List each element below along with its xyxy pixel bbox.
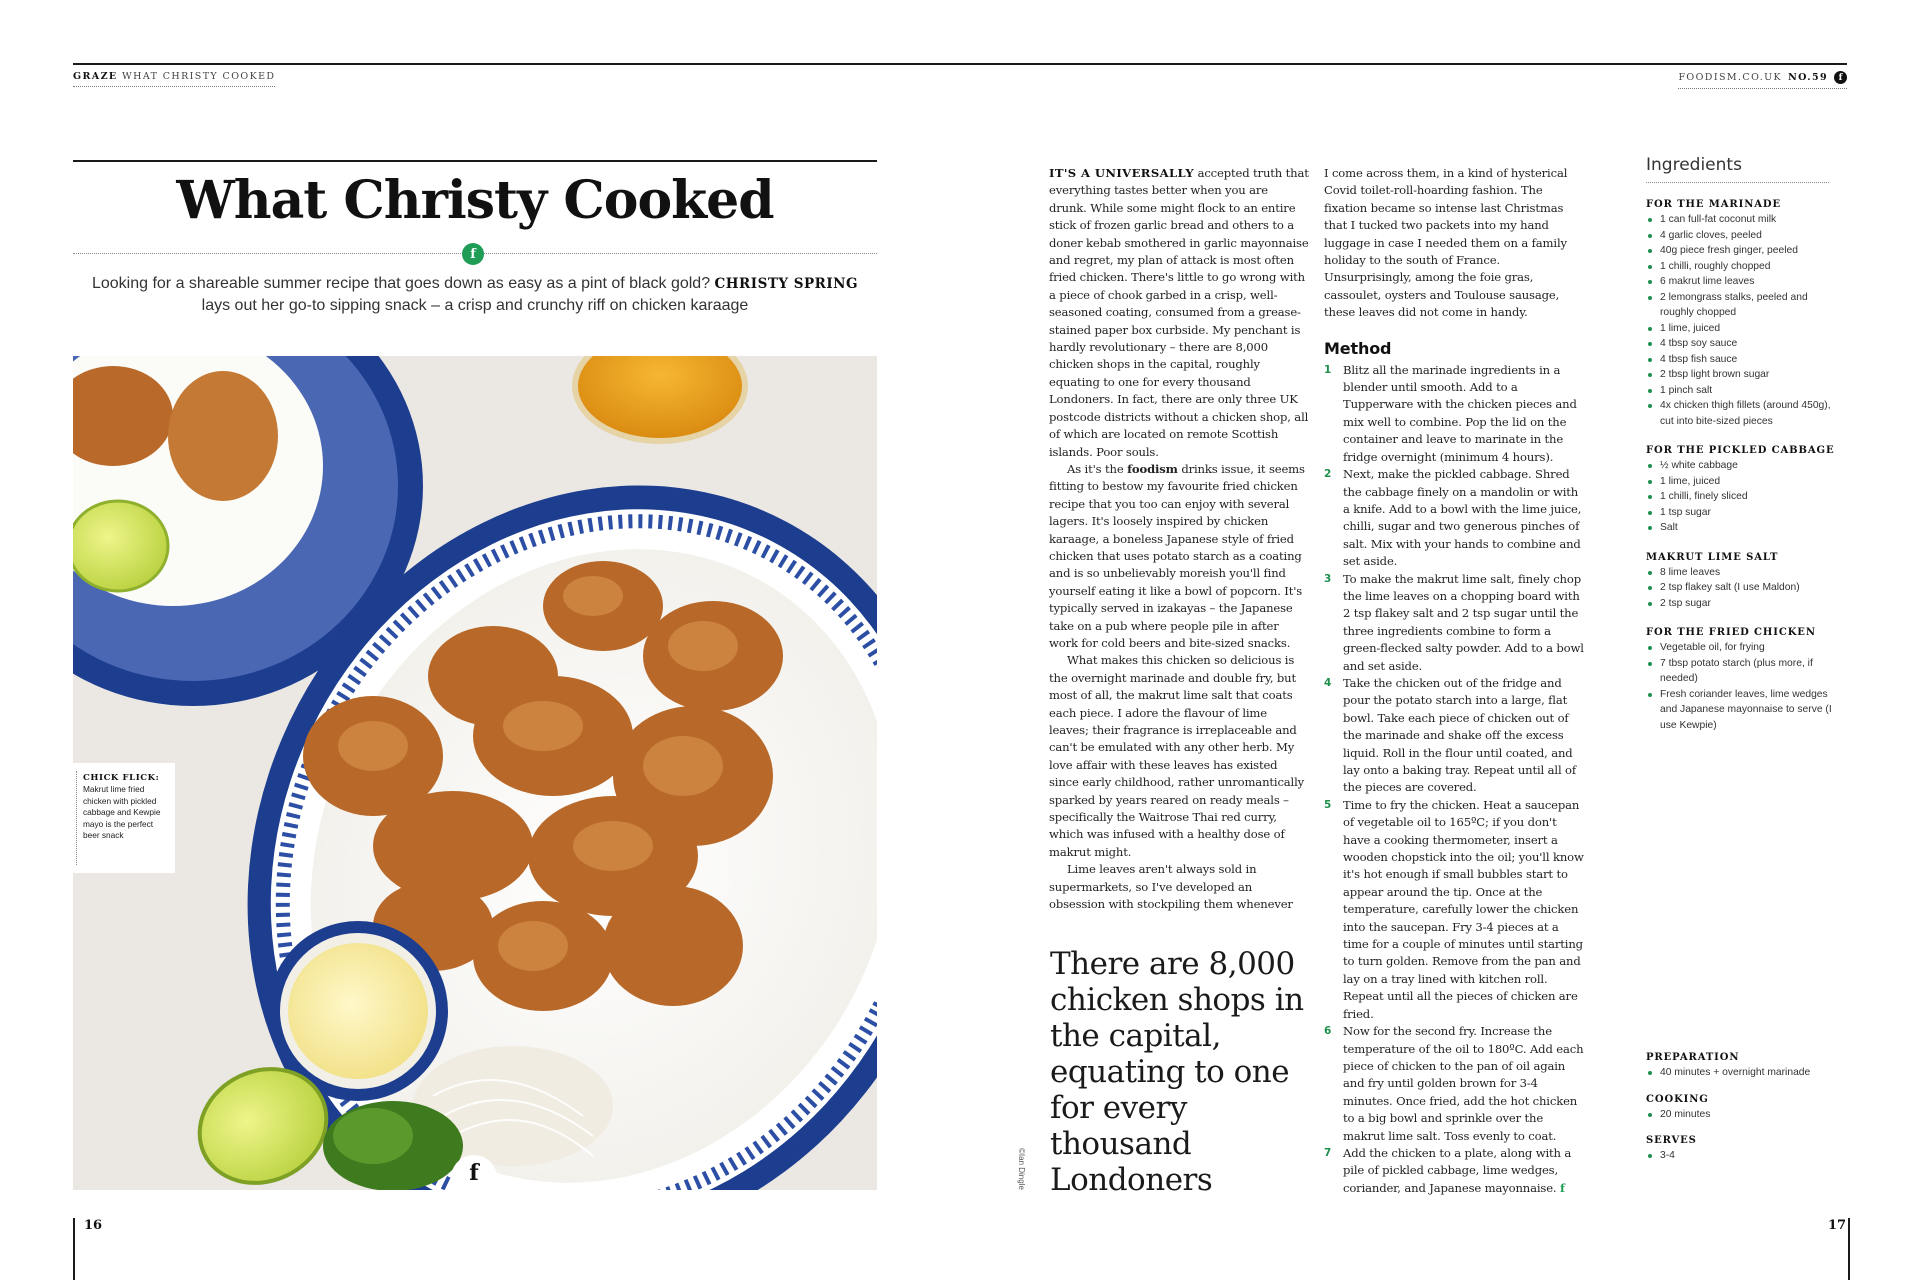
ingredient-group-fried-chicken (1646, 627, 1836, 733)
ingredient-item: 8 lime leaves (1646, 565, 1836, 581)
meta-value: 3-4 (1646, 1148, 1836, 1164)
meta-value: 40 minutes + overnight marinade (1646, 1065, 1836, 1081)
method-step: 2 Next, make the pickled cabbage. Shred the cabbage finely on a mandolin or with a knife. Add to a bowl with the lime juice, chilli, sugar and two generous pinches of salt. Mix with your hands to combine and set aside. (1324, 467, 1582, 569)
step-number: 3 (1324, 572, 1332, 585)
body-column-1 (1049, 165, 1309, 913)
group-heading: FOR THE MARINADE (1646, 199, 1782, 210)
meta-serves (1646, 1135, 1836, 1164)
body-paragraph: I come across them, in a kind of hysterical Covid toilet-roll-hoarding fashion. The fixation became so intense last Christmas that I tucked two packets into my hand luggage in case I needed them on a family holiday to the south of France. Unsurprisingly, among the foie gras, cassoulet, oysters and Toulouse sausage, these leaves did not come in handy. (1324, 166, 1568, 320)
body-paragraph: As it's the foodism drinks issue, it seems fitting to bestow my favourite fried chicken recipe that you too can enjoy with several lagers. It's loosely inspired by chicken karaage, a boneless Japanese style of fried chicken that uses potato starch as a coating and is so unbelievably moreish you'll find yourself eating it like a bowl of popcorn. It's typically served in izakayas – the Japanese take on a pub where people pile in after work for cold beers and bite-sized snacks. (1049, 461, 1305, 650)
fried-chicken-photo-illustration (73, 356, 877, 1190)
body-paragraph: Lime leaves aren't always sold in supermarkets, so I've developed an obsession with stockpiling them whenever (1049, 862, 1293, 912)
method-step: 5 Time to fry the chicken. Heat a saucepan of vegetable oil to 165ºC; if you don't have a cooking thermometer, insert a wooden chopstick into the oil; you'll know it's hot enough if small bubbles start to appear around the tip. Once at the temperature, carefully lower the chicken into the saucepan. Fry 3-4 pieces at a time for a couple of minutes until starting to turn golden. Remove from the pan and lay on a tray lined with kitchen roll. Repeat until all the pieces of chicken are fried. (1324, 797, 1584, 1021)
foodism-badge-icon: f (462, 243, 484, 265)
method-step: 3 To make the makrut lime salt, finely chop the lime leaves on a chopping board with 2 tsp flakey salt and 2 tsp sugar until the three ingredients combine to form a green-flecked salty powder. Add to a bowl and set aside. (1324, 571, 1584, 673)
photo-credit: ©Ian Dingle (1017, 1148, 1026, 1190)
ingredient-item: 1 pinch salt (1646, 383, 1836, 399)
brand-mention: foodism (1127, 461, 1178, 476)
step-number: 2 (1324, 468, 1332, 481)
body-column-2 (1324, 165, 1586, 1197)
foodism-logo-icon: f (1834, 71, 1847, 84)
ingredient-item: ½ white cabbage (1646, 458, 1836, 474)
body-paragraph: What makes this chicken so delicious is the overnight marinade and double fry, but most of all, the makrut lime salt that coats each piece. I adore the flavour of lime leaves; their fragrance is irreplaceable and can't be emulated with any other herb. My love affair with these leaves has existed since early childhood, rather unromantically sparked by years reared on ready meals – specifically the Waitrose Thai red curry, which was infused with a healthy dose of makrut might. (1049, 653, 1305, 859)
meta-value: 20 minutes (1646, 1107, 1836, 1123)
ingredient-item: 2 tsp flakey salt (I use Maldon) (1646, 580, 1836, 596)
recipe-meta (1646, 1052, 1836, 1164)
page-number-right: 17 (1828, 1218, 1847, 1233)
step-number: 6 (1324, 1025, 1332, 1038)
ingredient-group-marinade (1646, 199, 1836, 429)
step-number: 1 (1324, 363, 1332, 376)
step-number: 7 (1324, 1146, 1332, 1159)
meta-cooking (1646, 1094, 1836, 1123)
standfirst: Looking for a shareable summer recipe that goes down as easy as a pint of black gold? CHRISTY SPRING lays out her go-to sipping snack – a crisp and crunchy riff on chicken karaage (91, 275, 859, 314)
ingredient-item: 2 tsp sugar (1646, 596, 1836, 612)
caption-text: Makrut lime fried chicken with pickled cabbage and Kewpie mayo is the perfect beer snack (83, 784, 161, 840)
running-head-left (73, 71, 275, 87)
meta-heading: PREPARATION (1646, 1052, 1740, 1063)
hero-photo (73, 356, 877, 1190)
ingredient-item: 4 tbsp fish sauce (1646, 352, 1836, 368)
title-rule (73, 160, 877, 162)
ingredients-heading: Ingredients (1646, 155, 1829, 183)
ingredient-item: Fresh coriander leaves, lime wedges and Japanese mayonnaise to serve (I use Kewpie) (1646, 687, 1836, 734)
meta-heading: SERVES (1646, 1135, 1697, 1146)
ingredient-item: 2 lemongrass stalks, peeled and roughly chopped (1646, 290, 1836, 321)
method-step: 4 Take the chicken out of the fridge and pour the potato starch into a large, flat bowl. Take each piece of chicken out of the marinade and shake off the excess liquid. Roll in the flour until coated, and lay onto a baking tray. Repeat until all of the pieces are covered. (1324, 675, 1577, 795)
ingredient-item: 7 tbsp potato starch (plus more, if needed) (1646, 656, 1836, 687)
end-mark-icon: f (1560, 1180, 1565, 1195)
foodism-tab-icon: f (451, 1155, 497, 1191)
meta-heading: COOKING (1646, 1093, 1709, 1105)
page-number-left: 16 (84, 1218, 103, 1233)
ingredient-item: 1 chilli, finely sliced (1646, 489, 1836, 505)
group-heading: FOR THE PICKLED CABBAGE (1646, 445, 1835, 456)
ingredient-item: 1 lime, juiced (1646, 321, 1836, 337)
group-heading: MAKRUT LIME SALT (1646, 551, 1779, 563)
ingredient-item: 4 garlic cloves, peeled (1646, 228, 1836, 244)
section-label: GRAZE (73, 71, 118, 82)
group-heading: FOR THE FRIED CHICKEN (1646, 627, 1816, 638)
folio-bar-left (73, 1218, 75, 1280)
ingredient-item: 1 lime, juiced (1646, 474, 1836, 490)
method-step: 1 Blitz all the marinade ingredients in a blender until smooth. Add to a Tupperware with the chicken pieces and mix well to combine. Pop the lid on the container and leave to marinate in the fridge overnight (minimum 4 hours). (1324, 362, 1577, 464)
ingredient-item: 40g piece fresh ginger, peeled (1646, 243, 1836, 259)
running-head-right (1678, 71, 1847, 89)
photo-caption (73, 763, 175, 873)
step-number: 4 (1324, 676, 1332, 689)
method-step: 7 Add the chicken to a plate, along with a pile of pickled cabbage, lime wedges, coriander, and Japanese mayonnaise. f (1324, 1145, 1572, 1195)
page-title: What Christy Cooked (176, 170, 774, 231)
method-heading: Method (1324, 338, 1392, 358)
caption-title: CHICK FLICK: (83, 773, 160, 783)
ingredient-item: 1 can full-fat coconut milk (1646, 212, 1836, 228)
ingredient-group-pickled-cabbage (1646, 445, 1836, 536)
author-byline: CHRISTY SPRING (714, 276, 859, 292)
ingredients-sidebar (1646, 155, 1836, 733)
meta-preparation (1646, 1052, 1836, 1081)
folio-bar-right (1848, 1218, 1850, 1280)
ingredient-item: Salt (1646, 520, 1836, 536)
ingredient-item: 4 tbsp soy sauce (1646, 336, 1836, 352)
feature-label: WHAT CHRISTY COOKED (121, 71, 276, 82)
issue-label: NO.59 (1788, 72, 1828, 83)
step-number: 5 (1324, 798, 1332, 811)
top-rule (73, 63, 1847, 65)
body-paragraph: IT'S A UNIVERSALLY accepted truth that everything tastes better when you are drunk. While some might flock to an entire stick of frozen garlic bread and others to a doner kebab smothered in garlic mayonnaise and regret, my plan of attack is most often fried chicken. There's little to go wrong with a piece of chook garbed in a crisp, well-seasoned coating, consumed from a grease-stained paper box curbside. My penchant is hardly revolutionary – there are 8,000 chicken shops in the capital, roughly equating to one for every thousand Londoners. In fact, there are only three UK postcode districts without a chicken shop, all of which are located on remote Scottish islands. Poor souls. (1049, 166, 1309, 459)
ingredient-item: 1 chilli, roughly chopped (1646, 259, 1836, 275)
site-label: FOODISM.CO.UK (1678, 72, 1783, 83)
method-step: 6 Now for the second fry. Increase the temperature of the oil to 180ºC. Add each piece of chicken to the pan of oil again and fry until golden brown for 3-4 minutes. Once fried, add the hot chicken to a big bowl and sprinkle over the makrut lime salt. Toss evenly to coat. (1324, 1024, 1584, 1143)
ingredient-item: Vegetable oil, for frying (1646, 640, 1836, 656)
ingredient-group-lime-salt (1646, 552, 1836, 612)
ingredient-item: 1 tsp sugar (1646, 505, 1836, 521)
ingredient-item: 4x chicken thigh fillets (around 450g), cut into bite-sized pieces (1646, 398, 1836, 429)
ingredient-item: 2 tbsp light brown sugar (1646, 367, 1836, 383)
lead-in-caps: IT'S A UNIVERSALLY (1049, 166, 1195, 180)
ingredient-item: 6 makrut lime leaves (1646, 274, 1836, 290)
pull-quote: There are 8,000 chicken shops in the capital, equating to one for every thousand Londoners (1050, 946, 1304, 1198)
